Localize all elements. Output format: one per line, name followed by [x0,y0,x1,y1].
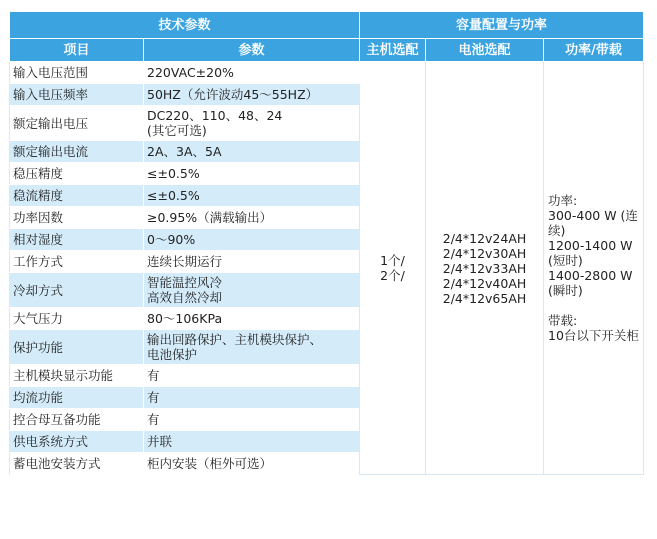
row-value [144,273,360,308]
row-value [144,330,360,365]
row-label: 功率因数 [10,207,144,229]
row-value-line: (其它可选) [147,123,207,138]
column-item-header: 项目 [10,39,144,62]
spec-table [9,11,644,475]
row-value [144,365,360,387]
row-label: 均流功能 [10,387,144,409]
row-value-line: 有 [147,368,160,383]
battery-option: 2/4*12v33AH [442,260,527,276]
row-label: 供电系统方式 [10,431,144,453]
capacity-header: 容量配置与功率 [360,12,644,39]
power-line: (短时) [548,253,583,268]
power-line: 续) [548,223,566,238]
row-value-line: ≤±0.5% [147,188,200,203]
row-value-line: 连续长期运行 [147,254,223,269]
row-label: 额定输出电流 [10,141,144,163]
row-label: 工作方式 [10,251,144,273]
battery-option: 2/4*12v30AH [442,245,527,261]
row-value-line: 输出回路保护、主机模块保护、 [147,332,323,347]
load-value: 10台以下开关柜 [548,328,639,343]
table-body [10,62,644,475]
row-value-line: 高效自然冷却 [147,290,223,305]
row-value-line: DC220、110、48、24 [147,108,283,123]
host-option: 2个/ [380,268,405,283]
row-label: 稳流精度 [10,185,144,207]
row-value-line: 50HZ（允许波动45～55HZ） [147,87,319,102]
tech-params-header: 技术参数 [10,12,360,39]
row-value-line: ≤±0.5% [147,166,200,181]
power-line: 1200-1400 W [548,238,633,253]
battery-options-cell [426,62,544,475]
row-value [144,431,360,453]
row-label: 蓄电池安装方式 [10,453,144,475]
row-value [144,409,360,431]
table-row [10,62,644,84]
row-label: 额定输出电压 [10,106,144,141]
row-value [144,387,360,409]
host-option: 1个/ [380,253,405,268]
row-value [144,207,360,229]
row-label: 主机模块显示功能 [10,365,144,387]
row-value [144,106,360,141]
row-value-line: 智能温控风冷 [147,275,223,290]
column-host-header: 主机选配 [360,39,426,62]
row-value-line: 0～90% [147,232,196,247]
row-value-line: 220VAC±20% [147,65,234,80]
row-label: 保护功能 [10,330,144,365]
row-value [144,163,360,185]
row-value [144,141,360,163]
row-value [144,251,360,273]
row-value-line: 2A、3A、5A [147,144,222,159]
column-power-header: 功率/带载 [544,39,644,62]
row-label: 大气压力 [10,308,144,330]
host-options-cell [360,62,426,475]
row-label: 输入电压范围 [10,62,144,84]
row-value-line: 80～106KPa [147,311,223,326]
row-value [144,185,360,207]
row-value [144,62,360,84]
row-label: 输入电压频率 [10,84,144,106]
power-load-cell [544,62,644,475]
row-value [144,229,360,251]
row-label: 控合母互备功能 [10,409,144,431]
row-value-line: 有 [147,412,160,427]
row-label: 冷却方式 [10,273,144,308]
row-value-line: 电池保护 [147,347,198,362]
power-label: 功率: [548,193,578,208]
row-value [144,453,360,475]
row-value-line: 柜内安装（柜外可选） [147,456,273,471]
row-value-line: ≥0.95%（满载输出） [147,210,273,225]
row-label: 相对湿度 [10,229,144,251]
row-label: 稳压精度 [10,163,144,185]
battery-option: 2/4*12v24AH [442,230,527,246]
power-line: 300-400 W (连 [548,208,638,223]
row-value-line: 有 [147,390,160,405]
row-value [144,308,360,330]
power-line: 1400-2800 W [548,268,633,283]
column-battery-header: 电池选配 [426,39,544,62]
spacer [548,298,643,313]
column-param-header: 参数 [144,39,360,62]
row-value-line: 并联 [147,434,173,449]
power-line: (瞬时) [548,283,583,298]
battery-option: 2/4*12v65AH [442,290,527,306]
load-label: 带载: [548,313,578,328]
row-value [144,84,360,106]
battery-option: 2/4*12v40AH [442,275,527,291]
